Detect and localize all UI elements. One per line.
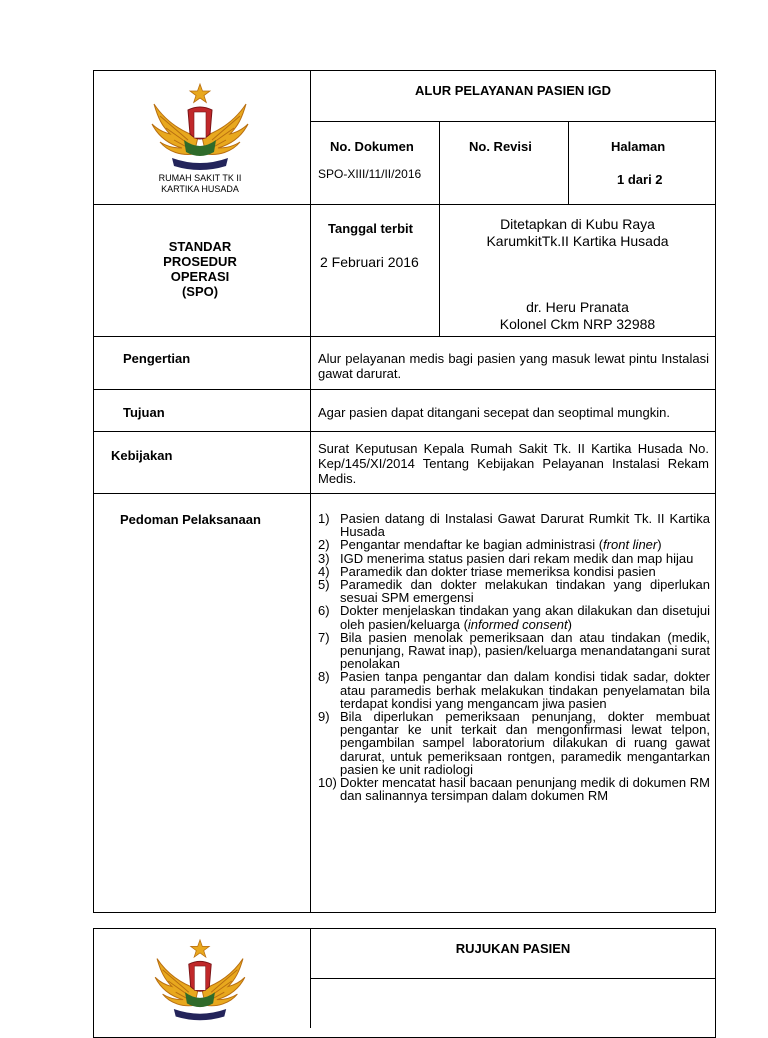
list-item: 4) Paramedik dan dokter triase memeriksa kondisi pasien xyxy=(318,563,656,579)
pengertian-text: Alur pelayanan medis bagi pasien yang masuk lewat pintu Instalasi gawat darurat. xyxy=(318,351,709,381)
kebijakan-text: Surat Keputusan Kepala Rumah Sakit Tk. II Kartika Husada No. Kep/145/XI/2014 Tentang Kebijakan Pelayanan Instalasi Rekam Medis. xyxy=(318,441,709,486)
list-item: 2) Pengantar mendaftar ke bagian administrasi (front liner) xyxy=(318,537,662,553)
org-name-line2: KARTIKA HUSADA xyxy=(161,184,239,194)
pedoman-label: Pedoman Pelaksanaan xyxy=(120,512,261,527)
divider xyxy=(93,493,716,494)
kebijakan-label: Kebijakan xyxy=(111,448,173,463)
tujuan-text: Agar pasien dapat ditangani secepat dan seoptimal mungkin. xyxy=(318,405,670,420)
list-item: 9) Bila diperlukan pemeriksaan penunjang, dokter membuat pengantar ke unit terkait dan mengonfirmasi lewat telpon, pengambilan sampel laboratorium dilakukan di ruang gawat darurat, untuk pemeriksaan rontgen, paramedik mengantarkan pasien ke unit radiologi xyxy=(318,709,710,777)
approval-line2: KarumkitTk.II Kartika Husada xyxy=(486,233,669,249)
tujuan-label: Tujuan xyxy=(123,405,165,420)
doc-number-value: SPO-XIII/11/II/2016 xyxy=(318,167,422,181)
list-item: 1) Pasien datang di Instalasi Gawat Darurat Rumkit Tk. II Kartika Husada xyxy=(318,511,710,540)
issue-date-label: Tanggal terbit xyxy=(328,221,413,236)
revision-label: No. Revisi xyxy=(469,139,532,154)
spo-label-line3: OPERASI xyxy=(170,269,230,284)
page-value: 1 dari 2 xyxy=(617,172,663,187)
next-document-title: RUJUKAN PASIEN xyxy=(455,941,571,956)
list-item: 8) Pasien tanpa pengantar dan dalam kondisi tidak sadar, dokter atau paramedis berhak melakukan tindakan penyelamatan bila terdapat kondisi yang mengancam jiwa pasien xyxy=(318,669,710,711)
org-name-line1: RUMAH SAKIT TK II xyxy=(158,173,242,183)
spo-label-line2: PROSEDUR xyxy=(163,254,237,269)
list-item: 6) Dokter menjelaskan tindakan yang akan dilakukan dan disetujui oleh pasien/keluarga (informed consent) xyxy=(318,603,710,632)
page-label: Halaman xyxy=(611,139,666,154)
spo-label-line4: (SPO) xyxy=(181,284,219,299)
spo-label-line1: STANDAR xyxy=(168,239,232,254)
signer-rank: Kolonel Ckm NRP 32988 xyxy=(499,316,656,332)
procedure-steps xyxy=(318,512,710,802)
doc-number-label: No. Dokumen xyxy=(330,139,414,154)
divider xyxy=(93,389,716,390)
pengertian-label: Pengertian xyxy=(123,351,191,366)
approval-line1: Ditetapkan di Kubu Raya xyxy=(500,216,655,232)
list-item: 5) Paramedik dan dokter melakukan tindakan yang diperlukan sesuai SPM emergensi xyxy=(318,577,710,606)
list-item: 3) IGD menerima status pasien dari rekam medik dan map hijau xyxy=(318,550,694,566)
divider xyxy=(310,978,716,979)
rumah-sakit-emblem-icon xyxy=(148,82,252,174)
rumah-sakit-emblem-icon xyxy=(148,938,252,1024)
divider xyxy=(93,336,716,337)
issue-date-value: 2 Februari 2016 xyxy=(320,254,419,270)
divider xyxy=(310,70,311,913)
divider xyxy=(93,204,716,205)
signer-name: dr. Heru Pranata xyxy=(526,299,629,315)
divider xyxy=(310,121,716,122)
list-item: 7) Bila pasien menolak pemeriksaan dan atau tindakan (medik, penunjang, Rawat inap), pasien/keluarga menandatangani surat penolakan xyxy=(318,629,710,672)
divider xyxy=(93,431,716,432)
document-title: ALUR PELAYANAN PASIEN IGD xyxy=(415,83,611,98)
divider xyxy=(568,121,569,204)
list-item: 10) Dokter mencatat hasil bacaan penunjang medik di dokumen RM dan salinannya tersimpan dalam dokumen RM xyxy=(318,775,710,804)
